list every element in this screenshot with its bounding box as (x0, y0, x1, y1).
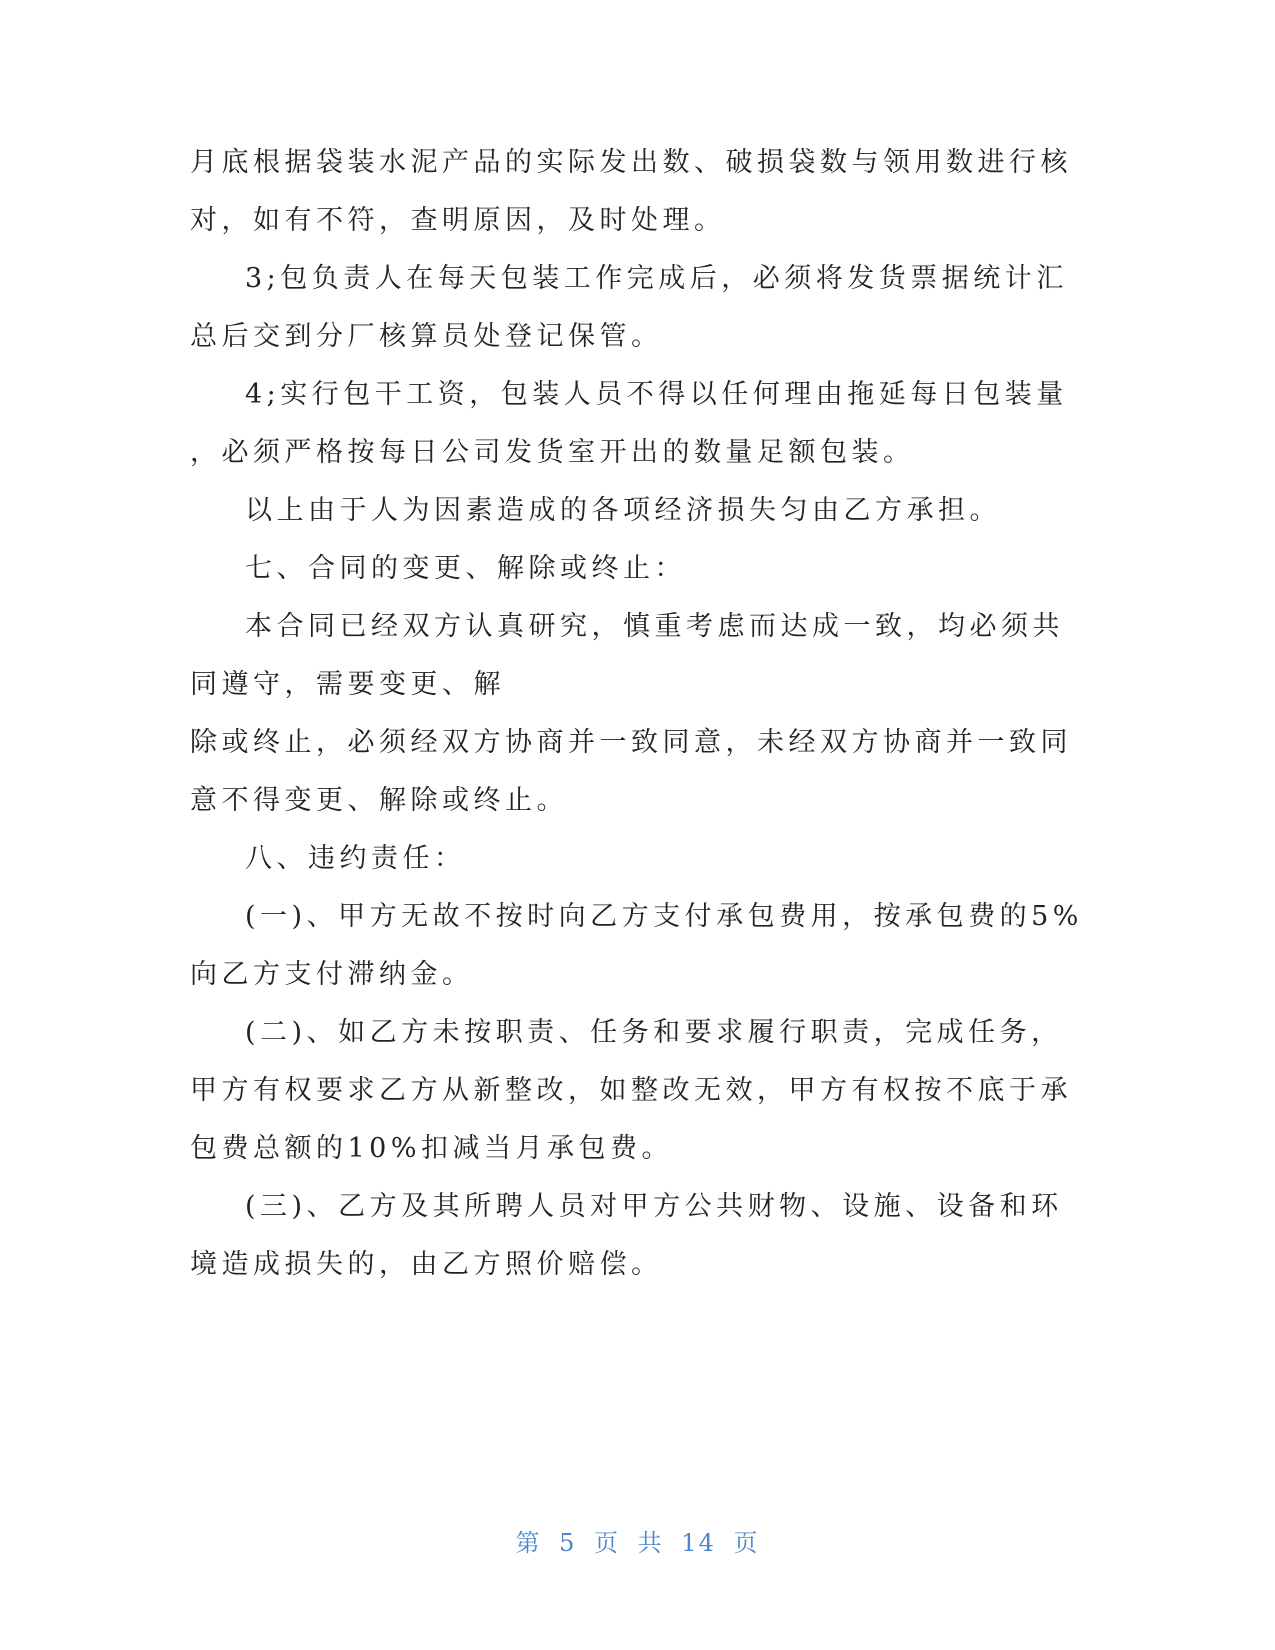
text-line: 甲方有权要求乙方从新整改，如整改无效，甲方有权按不底于承 (190, 1075, 1072, 1106)
text-line: 向乙方支付滞纳金。 (190, 959, 474, 990)
text-line: 对，如有不符，查明原因，及时处理。 (190, 205, 726, 236)
text-line: 包费总额的10%扣减当月承包费。 (190, 1133, 674, 1164)
text-line: ，必须严格按每日公司发货室开出的数量足额包装。 (190, 437, 915, 468)
text-line: 月底根据袋装水泥产品的实际发出数、破损袋数与领用数进行核 (190, 147, 1072, 178)
text-line: (三)、乙方及其所聘人员对甲方公共财物、设施、设备和环 (245, 1191, 1063, 1222)
section-heading: 八、违约责任： (245, 843, 466, 874)
text-line: (二)、如乙方未按职责、任务和要求履行职责，完成任务， (245, 1017, 1063, 1048)
text-line: 总后交到分厂核算员处登记保管。 (190, 321, 663, 352)
text-line: 除或终止，必须经双方协商并一致同意，未经双方协商并一致同 (190, 727, 1072, 758)
text-line: 以上由于人为因素造成的各项经济损失匀由乙方承担。 (245, 495, 1001, 526)
page-number-footer: 第 5 页 共 14 页 (515, 1529, 760, 1557)
section-heading: 七、合同的变更、解除或终止： (245, 553, 686, 584)
text-line: 4;实行包干工资，包装人员不得以任何理由拖延每日包装量 (245, 379, 1068, 410)
text-line: 意不得变更、解除或终止。 (190, 785, 568, 816)
text-line: 同遵守，需要变更、解 (190, 669, 505, 700)
text-line: 境造成损失的，由乙方照价赔偿。 (190, 1249, 663, 1280)
text-line: 3;包负责人在每天包装工作完成后，必须将发货票据统计汇 (245, 263, 1068, 294)
text-line: 本合同已经双方认真研究，慎重考虑而达成一致，均必须共 (245, 611, 1064, 642)
text-line: (一)、甲方无故不按时向乙方支付承包费用，按承包费的5% (245, 901, 1083, 932)
